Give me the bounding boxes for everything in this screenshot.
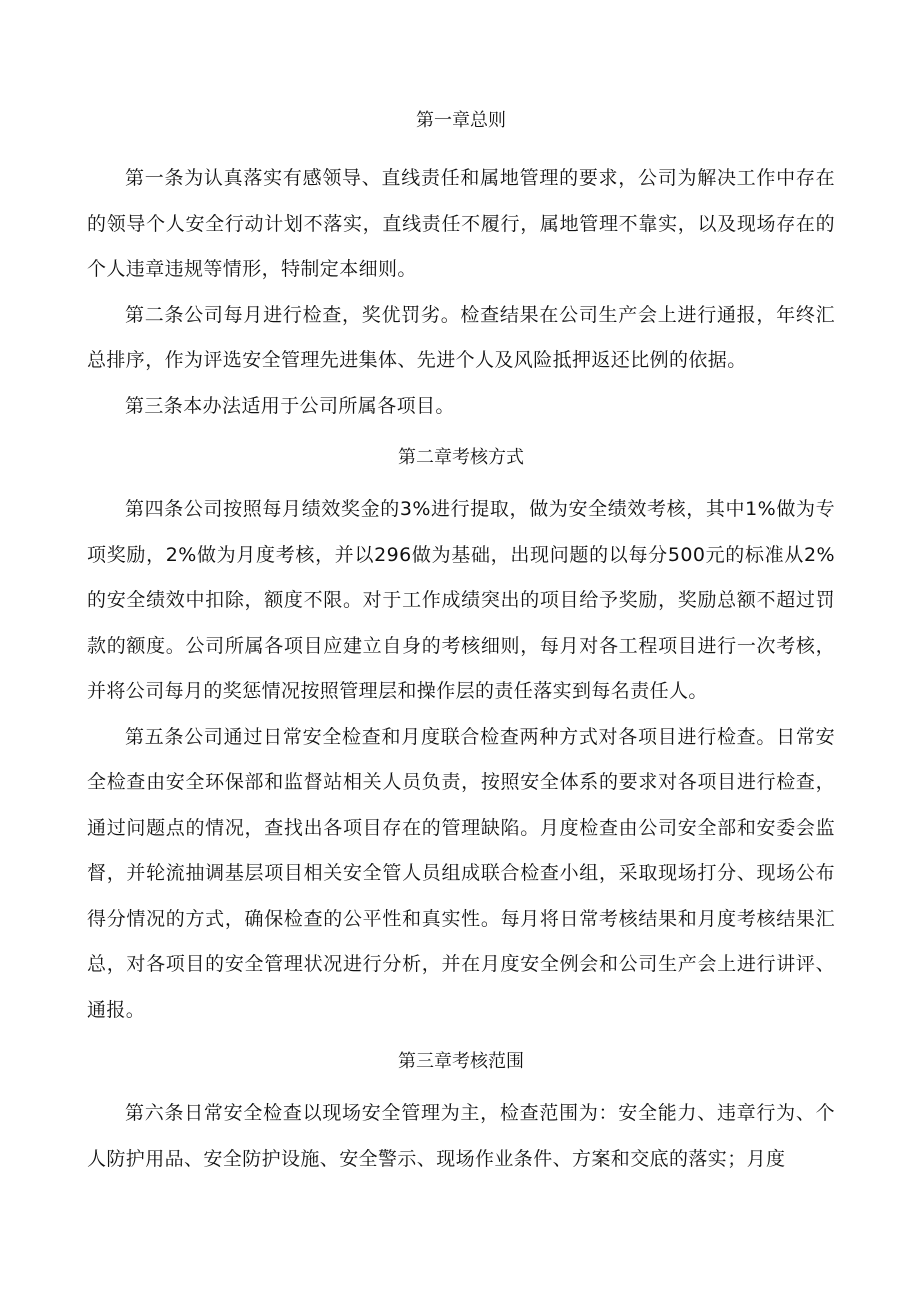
article-3: 第三条本办法适用于公司所属各项目。 [125,394,455,417]
chapter-2-title: 第二章考核方式 [398,447,524,468]
document-page [87,98,835,1182]
article-1: 第一条为认真落实有感领导、直线责任和属地管理的要求，公司为解决工作中存在的领导个人安全行动计划不落实，直线责任不履行，属地管理不靠实，以及现场存在的个人违章违规等情形，特制定本细则。 [87,167,835,280]
article-4: 第四条公司按照每月绩效奖金的3%进行提取，做为安全绩效考核，其中1%做为专项奖励，2%做为月度考核，并以296做为基础，出现问题的以每分500元的标准从2%的安全绩效中扣除，额度不限。对于工作成绩突出的项目给予奖励，奖励总额不超过罚款的额度。公司所属各项目应建立自身的考核细则，每月对各工程项目进行一次考核，并将公司每月的奖惩情况按照管理层和操作层的责任落实到每名责任人。 [87,498,835,702]
chapter-3-title: 第三章考核范围 [398,1051,524,1072]
chapter-1-title: 第一章总则 [416,110,506,131]
article-6: 第六条日常安全检查以现场安全管理为主，检查范围为：安全能力、违章行为、个人防护用品、安全防护设施、安全警示、现场作业条件、方案和交底的落实；月度 [87,1102,835,1170]
article-5: 第五条公司通过日常安全检查和月度联合检查两种方式对各项目进行检查。日常安全检查由安全环保部和监督站相关人员负责，按照安全体系的要求对各项目进行检查，通过问题点的情况，查找出各项目存在的管理缺陷。月度检查由公司安全部和安委会监督，并轮流抽调基层项目相关安全管人员组成联合检查小组，采取现场打分、现场公布得分情况的方式，确保检查的公平性和真实性。每月将日常考核结果和月度考核结果汇总，对各项目的安全管理状况进行分析，并在月度安全例会和公司生产会上进行讲评、通报。 [87,725,835,1021]
article-2: 第二条公司每月进行检查，奖优罚劣。检查结果在公司生产会上进行通报，年终汇总排序，作为评选安全管理先进集体、先进个人及风险抵押返还比例的依据。 [87,303,835,371]
